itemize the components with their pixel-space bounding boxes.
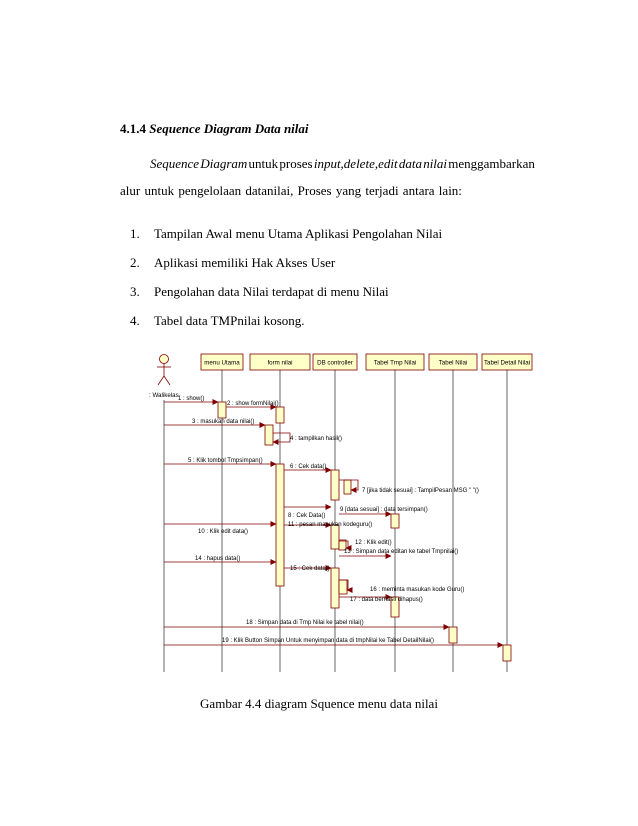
lifeline-db-controller: DB controller bbox=[317, 359, 353, 367]
actor-walikelas bbox=[157, 355, 171, 386]
message-label: 14 : hapus data() bbox=[195, 556, 241, 562]
message-label: 11 : pesan masukan kodeguru() bbox=[288, 522, 373, 528]
lifeline-tabel-tmp-nilai: Tabel Tmp Nilai bbox=[373, 359, 417, 367]
message-label: 3 : masukan data nilai() bbox=[192, 419, 255, 425]
paragraph-word: nilai bbox=[423, 156, 448, 171]
paragraph-word: input,delete,edit bbox=[313, 156, 398, 171]
section-number: 4.1.4 bbox=[120, 121, 146, 136]
lifeline-tabel-detail-nilai: Tabel Detail Nilai bbox=[483, 359, 531, 367]
message-label: 10 : Klik edit data() bbox=[198, 529, 249, 535]
lifeline-menu-utama: menu Utama bbox=[204, 359, 240, 367]
message-label: 18 : Simpan data di Tmp Nilai ke tabel nilai() bbox=[246, 620, 364, 626]
message-label: 8 : Cek Data() bbox=[288, 513, 326, 519]
paragraph-word: Diagram bbox=[200, 156, 248, 171]
message-label: 6 : Cek data() bbox=[290, 464, 327, 470]
section-title: Sequence Diagram Data nilai bbox=[149, 121, 309, 136]
message-label: 13 : Simpan data editan ke tabel Tmpnilai() bbox=[344, 549, 459, 555]
message-label: 1 : show() bbox=[178, 396, 205, 402]
paragraph-word: untuk bbox=[248, 156, 279, 171]
message-label: 4 : tampilkan hasil() bbox=[290, 436, 343, 442]
paragraph-line-2: alur untuk pengelolaan datanilai, Proses yang terjadi antara lain: bbox=[120, 183, 462, 198]
actor-label: : Walikelas bbox=[149, 392, 179, 399]
message-label: 17 : data berhasil dihapus() bbox=[350, 597, 423, 603]
paragraph-word: menggambarkan bbox=[448, 156, 535, 171]
message-label: 2 : show formNilai() bbox=[227, 401, 279, 407]
message-label: 9 [data sesuai] : data tersimpan() bbox=[340, 507, 428, 513]
message-label: 19 : Klik Button Simpan Untuk menyimpan data di tmpNilai ke Tabel DetailNilai() bbox=[222, 638, 434, 644]
message-label: 5 : Klik tombol Tmpsimpan() bbox=[188, 458, 263, 464]
figure-caption: Gambar 4.4 diagram Squence menu data nilai bbox=[200, 696, 438, 711]
paragraph-word: Sequence bbox=[150, 156, 200, 171]
message-label: 15 : Cek data() bbox=[290, 566, 330, 572]
paragraph-word: proses bbox=[279, 156, 313, 171]
message-label: 16 : meminta masukan kode Guru() bbox=[370, 587, 465, 593]
message-label: 7 [jika tidak sesuai] : TampilPesan MSG " "() bbox=[362, 488, 479, 494]
lifeline-tabel-nilai: Tabel Nilai bbox=[438, 359, 468, 367]
message-label: 12 : Klik edit() bbox=[355, 540, 392, 546]
paragraph-word: data bbox=[398, 156, 422, 171]
lifeline-form-nilai: form nilai bbox=[267, 359, 293, 367]
